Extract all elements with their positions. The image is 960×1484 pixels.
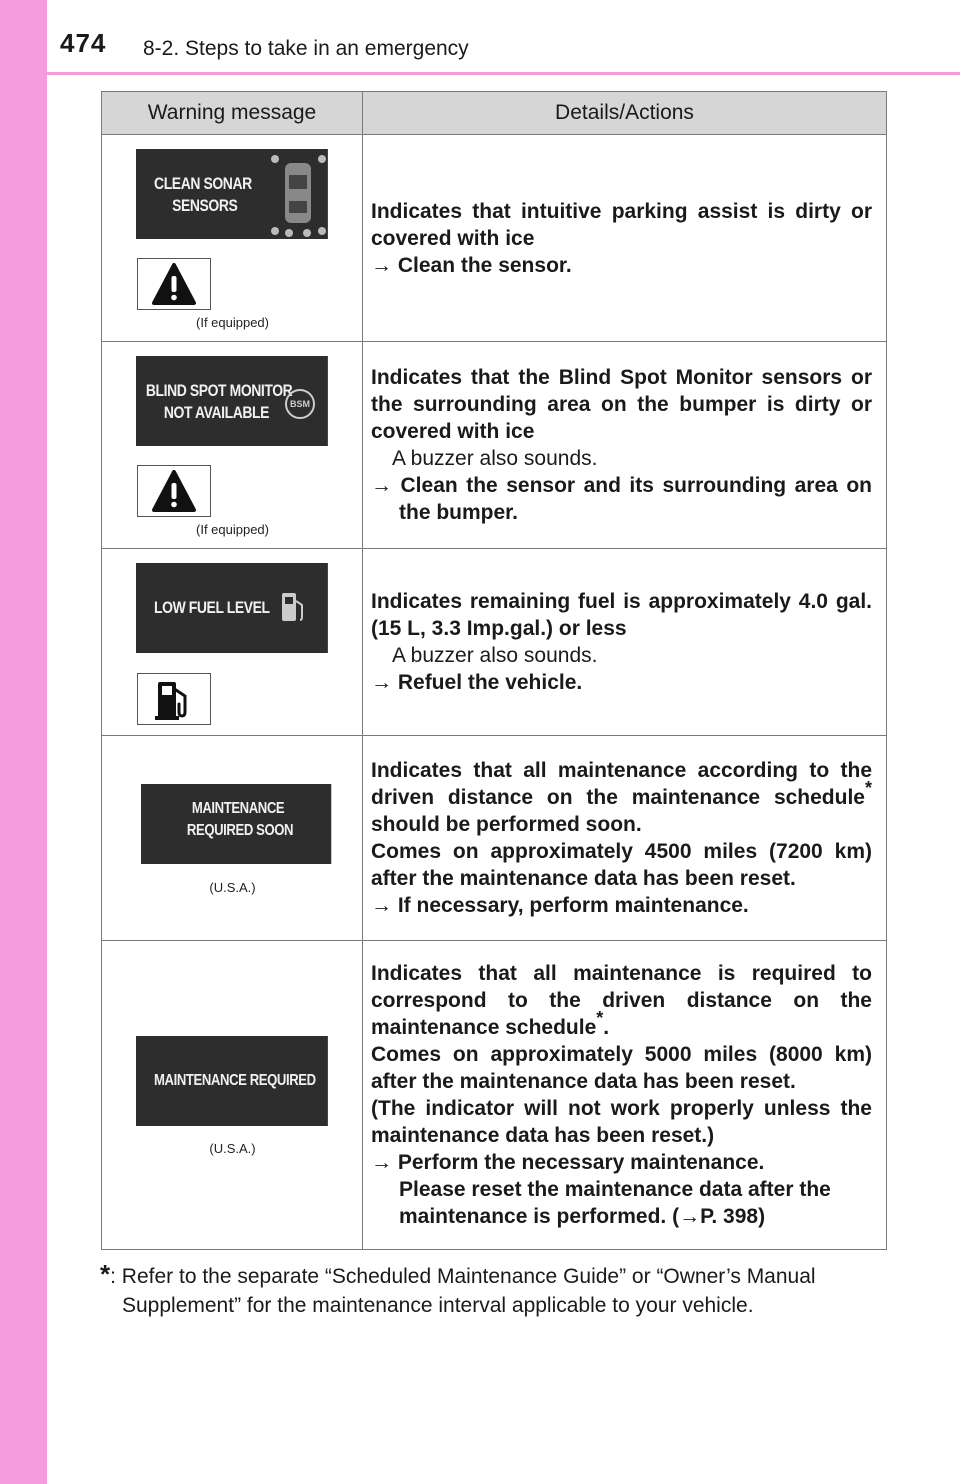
screen-text: MAINTENANCE REQUIRED — [154, 1072, 316, 1089]
details-cell — [363, 342, 887, 549]
detail-action: → Clean the sensor and its surrounding area on the bumper. — [371, 474, 872, 524]
page-reference-link[interactable]: P. 398 — [700, 1205, 759, 1228]
screen-text: LOW FUEL LEVEL — [154, 598, 270, 617]
footnote-star: * — [100, 1259, 111, 1289]
screen-text: NOT AVAILABLE — [163, 403, 270, 422]
display-screen — [141, 784, 331, 864]
warning-cell — [102, 342, 363, 549]
screen-text: MAINTENANCE — [191, 800, 285, 817]
car-sensors-icon — [267, 149, 329, 239]
details-cell — [363, 549, 887, 736]
caption: (If equipped) — [196, 522, 269, 537]
detail-title: Indicates that all maintenance is required to correspond to the driven distance on the maintenance schedule*. — [371, 962, 872, 1039]
col-header-warning: Warning message — [102, 92, 363, 135]
warning-cell — [102, 941, 363, 1250]
caption: (U.S.A.) — [209, 1141, 256, 1156]
table-row — [102, 342, 887, 549]
warning-triangle-icon — [137, 465, 211, 517]
bsm-badge-icon: BSM — [285, 389, 315, 419]
detail-title: Indicates that all maintenance according to the driven distance on the maintenance schedule* should be performed soon. — [371, 759, 872, 836]
fuel-pump-icon — [137, 673, 211, 725]
arrow-symbol: → — [371, 671, 392, 694]
table-row — [102, 736, 887, 941]
section-title: 8-2. Steps to take in an emergency — [143, 37, 469, 60]
arrow-symbol: → — [371, 894, 392, 917]
detail-action: → If necessary, perform maintenance. — [371, 894, 749, 917]
warning-cell — [102, 736, 363, 941]
detail-note: A buzzer also sounds. — [392, 644, 598, 667]
detail-text: Comes on approximately 4500 miles (7200 km) after the maintenance data has been reset. — [371, 840, 872, 890]
screen-text: REQUIRED SOON — [186, 822, 294, 839]
detail-note: A buzzer also sounds. — [392, 447, 598, 470]
arrow-symbol: → — [371, 474, 392, 497]
warning-cell — [102, 549, 363, 736]
display-screen — [136, 1036, 328, 1126]
warning-cell — [102, 135, 363, 342]
footnote-star: * — [864, 778, 872, 798]
footnote-text: Supplement” for the maintenance interval applicable to your vehicle. — [122, 1294, 754, 1317]
details-cell — [363, 135, 887, 342]
table-header-row — [102, 92, 887, 135]
arrow-symbol: → — [679, 1205, 701, 1228]
detail-text: Comes on approximately 5000 miles (8000 km) after the maintenance data has been reset. — [371, 1043, 872, 1093]
detail-action-continued: Please reset the maintenance data after the maintenance is performed. (→P. 398) — [399, 1178, 831, 1228]
detail-text: (The indicator will not work properly unless the maintenance data has been reset.) — [371, 1097, 872, 1147]
detail-action: → Perform the necessary maintenance. — [371, 1151, 765, 1174]
caption: (If equipped) — [196, 315, 269, 330]
table-row — [102, 549, 887, 736]
detail-title: Indicates that intuitive parking assist is dirty or covered with ice — [371, 199, 872, 250]
detail-action: → Clean the sensor. — [371, 253, 572, 277]
detail-title: Indicates that the Blind Spot Monitor sensors or the surrounding area on the bumper is dirty or covered with ice — [371, 366, 872, 443]
page-number: 474 — [60, 28, 107, 58]
arrow-symbol: → — [371, 253, 392, 277]
header-rule — [47, 72, 960, 75]
fuel-pump-screen-icon — [280, 591, 306, 625]
screen-text: CLEAN SONAR — [154, 174, 252, 193]
footnote — [100, 1260, 890, 1320]
detail-action: → Refuel the vehicle. — [371, 671, 583, 694]
details-cell — [363, 736, 887, 941]
caption: (U.S.A.) — [209, 880, 256, 895]
table-row — [102, 135, 887, 342]
detail-title: Indicates remaining fuel is approximately 4.0 gal. (15 L, 3.3 Imp.gal.) or less — [371, 590, 872, 640]
footnote-text: : Refer to the separate “Scheduled Maintenance Guide” or “Owner’s Manual — [110, 1265, 816, 1288]
screen-text: SENSORS — [172, 196, 238, 215]
warning-triangle-icon — [137, 258, 211, 310]
details-cell — [363, 941, 887, 1250]
screen-text: BLIND SPOT MONITOR — [145, 381, 293, 400]
footnote-star: * — [596, 1008, 604, 1028]
warning-table — [101, 91, 887, 1250]
arrow-symbol: → — [371, 1151, 392, 1174]
col-header-details: Details/Actions — [363, 92, 887, 135]
table-row — [102, 941, 887, 1250]
side-color-bar — [0, 0, 47, 1484]
